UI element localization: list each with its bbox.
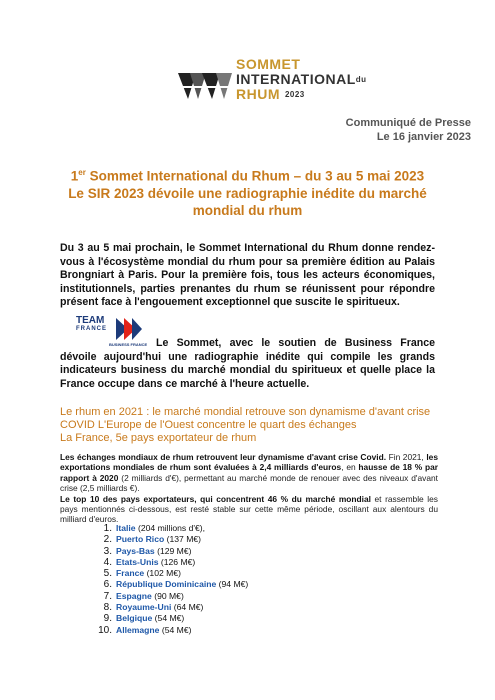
country-name: Italie — [116, 523, 136, 533]
list-item: 7. Espagne (90 M€) — [103, 590, 184, 602]
country-name: Allemagne — [116, 624, 160, 635]
support-text: Le Sommet, avec le soutien de Business France dévoile aujourd'hui une radiographie inédite qui compile les grands indicateurs business du marché mondial du spiritueux et quelle place la France occupe dans ce marché à l'heure actuelle. — [60, 337, 435, 390]
country-name: Etats-Unis — [116, 556, 159, 567]
body-text-1: Fin 2021, — [386, 452, 427, 462]
support-paragraph — [60, 337, 435, 391]
country-name: République Dominicaine — [116, 579, 217, 590]
list-item: 1. Italie (204 millions d'€), — [103, 523, 206, 534]
body-text-4: et rassemble les pays mentionnés ci-dessous, est resté stable sur cette même période, oscillant aux alentours du milliard d'euros. — [60, 493, 438, 525]
country-value: (94 M€) — [216, 579, 249, 590]
country-value: (126 M€) — [158, 556, 196, 567]
title-line1: Sommet International du Rhum – du 3 au 5 mai 2023 — [85, 168, 425, 184]
logo-line-rhum: RHUM — [236, 86, 280, 102]
logo-line-international: INTERNATIONAL — [236, 71, 356, 87]
country-name: Belgique — [116, 613, 153, 624]
team-word: TEAM — [76, 315, 105, 326]
list-item: 6. République Dominicaine (94 M€) — [103, 579, 249, 591]
country-value: (137 M€) — [164, 534, 202, 545]
press-date: Le 16 janvier 2023 — [376, 131, 471, 143]
country-value: (54 M€) — [159, 624, 192, 635]
country-name: Pays-Bas — [116, 545, 155, 556]
list-item: 10. Allemagne (54 M€) — [98, 624, 192, 636]
subtitle-3: La France, 5e pays exportateur de rhum — [60, 432, 257, 444]
france-word: FRANCE — [76, 326, 107, 332]
team-france-logo — [76, 316, 107, 334]
country-value: (102 M€) — [144, 568, 181, 579]
sir-logo — [176, 55, 367, 115]
body-bold-3: hausse de 18 % par rapport à 2020 — [60, 462, 438, 483]
country-value: (64 M€) — [171, 602, 204, 613]
title-line2: Le SIR 2023 dévoile une radiographie inédite du marché — [68, 185, 427, 201]
section-subtitles — [60, 406, 450, 445]
body-bold-4: Le top 10 des pays exportateurs, qui concentrent 46 % du marché mondial — [60, 493, 371, 504]
list-item: 9. Belgique (54 M€) — [103, 613, 185, 625]
body-text — [60, 452, 438, 525]
top10-exporters-list — [90, 523, 248, 636]
body-text-2: , en — [341, 462, 359, 473]
intro-paragraph: Du 3 au 5 mai prochain, le Sommet International du Rhum donne rendez-vous à l'écosystème mondial du rhum pour sa première édition au Palais Brongniart à Paris. Pour la première fois, tous les acteurs économiques, institutionnels, parties prenantes du rhum se réunissent pour répondre présent face à l'engouement exceptionnel que suscite le spiritueux. — [60, 242, 435, 308]
country-name: France — [116, 568, 145, 579]
subtitle-1: Le rhum en 2021 : le marché mondial retrouve son dynamisme d'avant crise — [60, 406, 431, 418]
rum-bottles-logo-icon — [176, 69, 234, 103]
country-value: (54 M€) — [152, 613, 185, 624]
country-name: Royaume-Uni — [116, 602, 172, 613]
title-sup: er — [78, 168, 86, 177]
list-item: 3. Pays-Bas (129 M€) — [103, 545, 192, 557]
body-bold-1: Les échanges mondiaux de rhum retrouvent leur dynamisme d'avant crise Covid. — [60, 452, 387, 462]
country-value: (90 M€) — [151, 590, 184, 601]
list-item: 5. France (102 M€) — [103, 568, 181, 580]
page-title — [40, 164, 455, 219]
list-item: 2. Puerto Rico (137 M€) — [103, 534, 202, 546]
logo-year: 2023 — [284, 90, 305, 99]
list-item: 8. Royaume-Uni (64 M€) — [103, 602, 204, 614]
press-label: Communiqué de Presse — [345, 117, 471, 129]
press-header — [346, 116, 471, 144]
country-name: Espagne — [116, 590, 152, 601]
subtitle-2: COVID L'Europe de l'Ouest concentre le quart des échanges — [60, 419, 357, 431]
title-line3: mondial du rhum — [192, 202, 303, 218]
body-bold-2: les exportations mondiales de rhum sont évaluées à 2,4 milliards d'euros — [60, 452, 438, 473]
business-france-label: BUSINESS FRANCE — [109, 342, 148, 347]
country-name: Puerto Rico — [116, 534, 165, 545]
logo-line-sommet: SOMMET — [236, 56, 301, 72]
country-value: (204 millions d'€), — [135, 523, 206, 533]
logo-du: du — [355, 75, 367, 84]
country-value: (129 M€) — [154, 545, 192, 556]
body-text-3: (2 milliards d'€), permettant au marché monde de renouer avec des niveaux d'avant crise (2,5 milliards €). — [60, 472, 438, 494]
title-num: 1 — [70, 168, 79, 184]
list-item: 4. Etats-Unis (126 M€) — [103, 556, 196, 568]
